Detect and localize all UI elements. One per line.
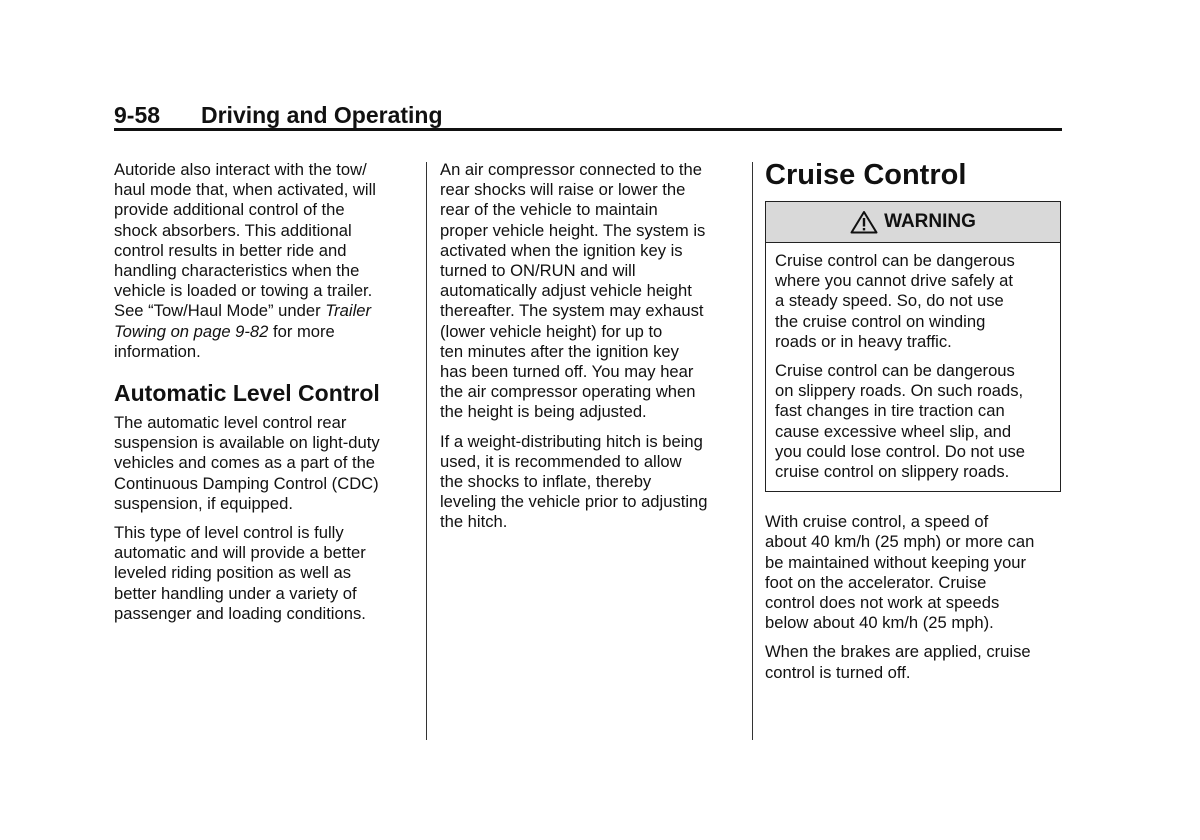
text-line: If a weight-distributing hitch is being (440, 431, 703, 451)
text-line: This type of level control is fully (114, 523, 344, 543)
text-line: (lower vehicle height) for up to (440, 321, 663, 341)
text-line: Cruise control can be dangerous (775, 251, 1015, 270)
text-lines (765, 512, 1062, 633)
text-line: cause excessive wheel slip, and (775, 421, 1012, 441)
text-line: An air compressor connected to the (440, 160, 702, 179)
text-line: the hitch. (440, 512, 508, 532)
text-line (114, 322, 414, 342)
text-line: be maintained without keeping your (765, 552, 1027, 572)
text-line: the shocks to inflate, thereby (440, 472, 652, 492)
text-line: automatically adjust vehicle height (440, 281, 692, 301)
cruise-brakes-paragraph (765, 642, 1062, 682)
text-lines (440, 160, 740, 423)
text-lines (775, 361, 1051, 482)
text-line: handling characteristics when the (114, 261, 360, 281)
column-middle (440, 160, 740, 542)
cruise-control-heading: Cruise Control (765, 159, 967, 191)
level-control-paragraph (114, 523, 414, 624)
text-line: used, it is recommended to allow (440, 451, 682, 471)
text-line: turned to ON/RUN and will (440, 261, 636, 281)
text-line: automatic and will provide a better (114, 543, 366, 563)
air-compressor-paragraph (440, 160, 740, 423)
column-divider (426, 162, 427, 740)
column-divider (752, 162, 753, 740)
text-line: below about 40 km/h (25 mph). (765, 613, 994, 633)
text-line: roads or in heavy traffic. (775, 331, 952, 351)
text-line: information. (114, 341, 201, 361)
text-line: leveling the vehicle prior to adjusting (440, 492, 708, 512)
warning-body (766, 243, 1060, 482)
text-line: fast changes in tire traction can (775, 401, 1005, 421)
text-line: the cruise control on winding (775, 311, 986, 331)
text-line: about 40 km/h (25 mph) or more can (765, 532, 1035, 552)
text-line (114, 301, 414, 321)
text-line: suspension, if equipped. (114, 493, 293, 513)
text-lines (114, 523, 414, 624)
chapter-title: Driving and Operating (201, 102, 443, 128)
level-control-paragraph (114, 413, 414, 514)
text-line: When the brakes are applied, cruise (765, 642, 1031, 662)
warning-paragraph (775, 361, 1051, 482)
warning-box (765, 201, 1061, 492)
text-line: has been turned off. You may hear (440, 362, 694, 382)
warning-paragraph (775, 251, 1051, 352)
text-line: cruise control on slippery roads. (775, 462, 1010, 482)
text-line: leveled riding position as well as (114, 563, 352, 583)
text-line: Autoride also interact with the tow/ (114, 160, 367, 179)
text-line: Cruise control can be dangerous (775, 361, 1015, 381)
autoride-paragraph (114, 160, 414, 362)
text-lines (775, 251, 1051, 352)
text-line: control does not work at speeds (765, 593, 1000, 613)
text-line: rear of the vehicle to maintain (440, 200, 658, 220)
warning-triangle-icon (850, 210, 878, 234)
cruise-description-paragraph (765, 512, 1062, 633)
column-right (765, 160, 1062, 692)
page-header (114, 100, 1062, 130)
trailer-towing-link-page[interactable]: Towing on page 9-82 (114, 321, 269, 341)
text-line: foot on the accelerator. Cruise (765, 572, 987, 592)
text-line: the height is being adjusted. (440, 402, 647, 422)
text-line: on slippery roads. On such roads, (775, 381, 1024, 401)
text-line: thereafter. The system may exhaust (440, 301, 704, 321)
text-line: a steady speed. So, do not use (775, 291, 1004, 311)
text-lines (440, 432, 740, 533)
text-line: Continuous Damping Control (CDC) (114, 473, 379, 493)
text-line: passenger and loading conditions. (114, 603, 366, 623)
text-line: shock absorbers. This additional (114, 220, 352, 240)
text-line: ten minutes after the ignition key (440, 341, 679, 361)
xref-prefix: See “Tow/Haul Mode” under (114, 301, 326, 321)
warning-label: WARNING (884, 210, 976, 232)
text-line: The automatic level control rear (114, 413, 347, 433)
column-left (114, 160, 414, 633)
text-lines (114, 413, 414, 514)
text-line: suspension is available on light-duty (114, 433, 380, 453)
text-line: better handling under a variety of (114, 583, 357, 603)
section-heading: Automatic Level Control (114, 380, 380, 407)
text-line: With cruise control, a speed of (765, 512, 989, 532)
text-lines (114, 160, 414, 301)
text-lines (765, 642, 1062, 682)
text-line: where you cannot drive safely at (775, 271, 1013, 291)
text-line: control results in better ride and (114, 240, 347, 260)
hitch-paragraph (440, 432, 740, 533)
text-line: rear shocks will raise or lower the (440, 180, 686, 200)
text-line: the air compressor operating when (440, 382, 696, 402)
warning-header (766, 202, 1060, 243)
text-line: vehicle is loaded or towing a trailer. (114, 281, 373, 301)
text-line: control is turned off. (765, 662, 911, 682)
text-line: haul mode that, when activated, will (114, 180, 376, 200)
xref-suffix: for more (268, 321, 335, 341)
text-line: provide additional control of the (114, 200, 345, 220)
text-line: you could lose control. Do not use (775, 441, 1025, 461)
header-rule (114, 128, 1062, 131)
text-line: activated when the ignition key is (440, 240, 683, 260)
page-number: 9-58 (114, 102, 161, 128)
text-line: proper vehicle height. The system is (440, 220, 706, 240)
trailer-towing-link[interactable]: Trailer (325, 301, 372, 321)
text-line: vehicles and comes as a part of the (114, 453, 376, 473)
